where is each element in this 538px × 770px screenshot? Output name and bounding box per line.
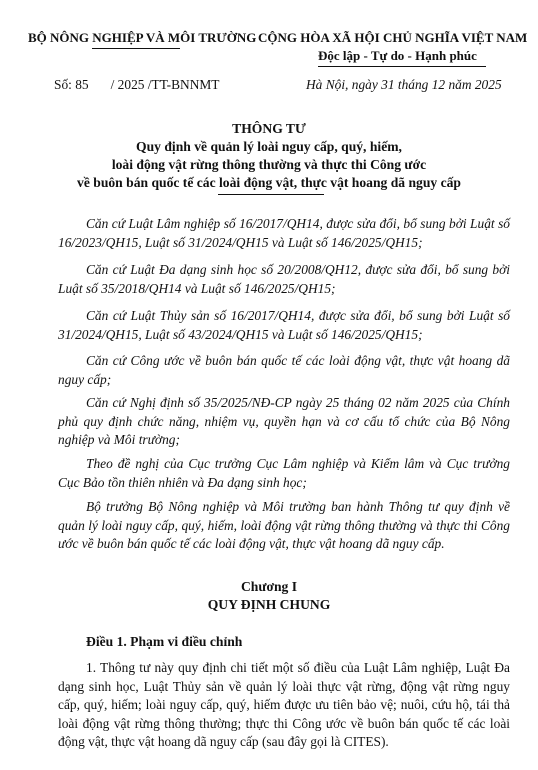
document-number-label: Số: 85 xyxy=(54,77,89,92)
article-1-heading: Điều 1. Phạm vi điều chỉnh xyxy=(86,634,243,649)
document-number-suffix: / 2025 /TT-BNNMT xyxy=(110,77,220,92)
preamble-cites-convention: Căn cứ Công ước về buôn bán quốc tế các loài động vật, thực vật hoang dã nguy cấp; xyxy=(58,353,510,387)
article-1-paragraph-1: 1. Thông tư này quy định chi tiết một số điều của Luật Lâm nghiệp, Luật Đa dạng sinh học, Luật Thủy sản về quản lý loài thực vật rừng, động vật rừng nguy cấp, quý, hiếm; loài nguy cấp, quý, hiếm được ưu tiên bảo vệ; nuôi, cứu hộ, tái thả loài động vật rừng thông thường; thực thi Công ước về buôn bán quốc tế các loài động vật, thực vật hoang dã nguy cấp (sau đây gọi là CITES). xyxy=(58,660,510,750)
title-underline xyxy=(218,194,324,195)
preamble-proposal: Theo đề nghị của Cục trưởng Cục Lâm nghiệp và Kiểm lâm và Cục trưởng Cục Bảo tồn thiên nhiên và Đa dạng sinh học; xyxy=(58,456,510,490)
document-title-line-1: Quy định về quản lý loài nguy cấp, quý, hiếm, xyxy=(136,139,402,154)
document-type: THÔNG TƯ xyxy=(232,121,306,136)
national-motto: Độc lập - Tự do - Hạnh phúc xyxy=(318,48,477,63)
ministry-name: BỘ NÔNG NGHIỆP VÀ MÔI TRƯỜNG xyxy=(28,30,257,45)
place-date: Hà Nội, ngày 31 tháng 12 năm 2025 xyxy=(306,77,502,92)
document-title-line-2: loài động vật rừng thông thường và thực thi Công ước xyxy=(111,157,427,172)
document-number xyxy=(54,77,219,93)
chapter-number: Chương I xyxy=(240,579,298,594)
republic-name: CỘNG HÒA XÃ HỘI CHỦ NGHĨA VIỆT NAM xyxy=(258,30,528,45)
motto-underline xyxy=(318,66,486,67)
preamble-biodiversity-law: Căn cứ Luật Đa dạng sinh học số 20/2008/QH12, được sửa đổi, bổ sung bởi Luật số 35/2018/QH14 và Luật số 146/2025/QH15; xyxy=(58,262,510,296)
document-title-line-3: về buôn bán quốc tế các loài động vật, thực vật hoang dã nguy cấp xyxy=(77,175,461,190)
preamble-minister-decision: Bộ trưởng Bộ Nông nghiệp và Môi trường ban hành Thông tư quy định về quản lý loài nguy cấp, quý, hiếm, loài động vật rừng thông thường và thực thi Công ước về buôn bán quốc tế các loài động vật, thực vật hoang dã nguy cấp. xyxy=(58,499,510,552)
ministry-underline xyxy=(92,48,180,49)
preamble-fisheries-law: Căn cứ Luật Thủy sản số 16/2017/QH14, được sửa đổi, bổ sung bởi Luật số 31/2024/QH15, Luật số 43/2024/QH15 và Luật số 146/2025/QH15; xyxy=(58,308,510,342)
preamble-decree: Căn cứ Nghị định số 35/2025/NĐ-CP ngày 25 tháng 02 năm 2025 của Chính phủ quy định chức năng, nhiệm vụ, quyền hạn và cơ cấu tổ chức của Bộ Nông nghiệp và Môi trường; xyxy=(58,395,510,448)
preamble-forestry-law: Căn cứ Luật Lâm nghiệp số 16/2017/QH14, được sửa đổi, bổ sung bởi Luật số 16/2023/QH15, Luật số 31/2024/QH15 và Luật số 146/2025/QH15; xyxy=(58,216,510,250)
chapter-name: QUY ĐỊNH CHUNG xyxy=(207,597,331,612)
